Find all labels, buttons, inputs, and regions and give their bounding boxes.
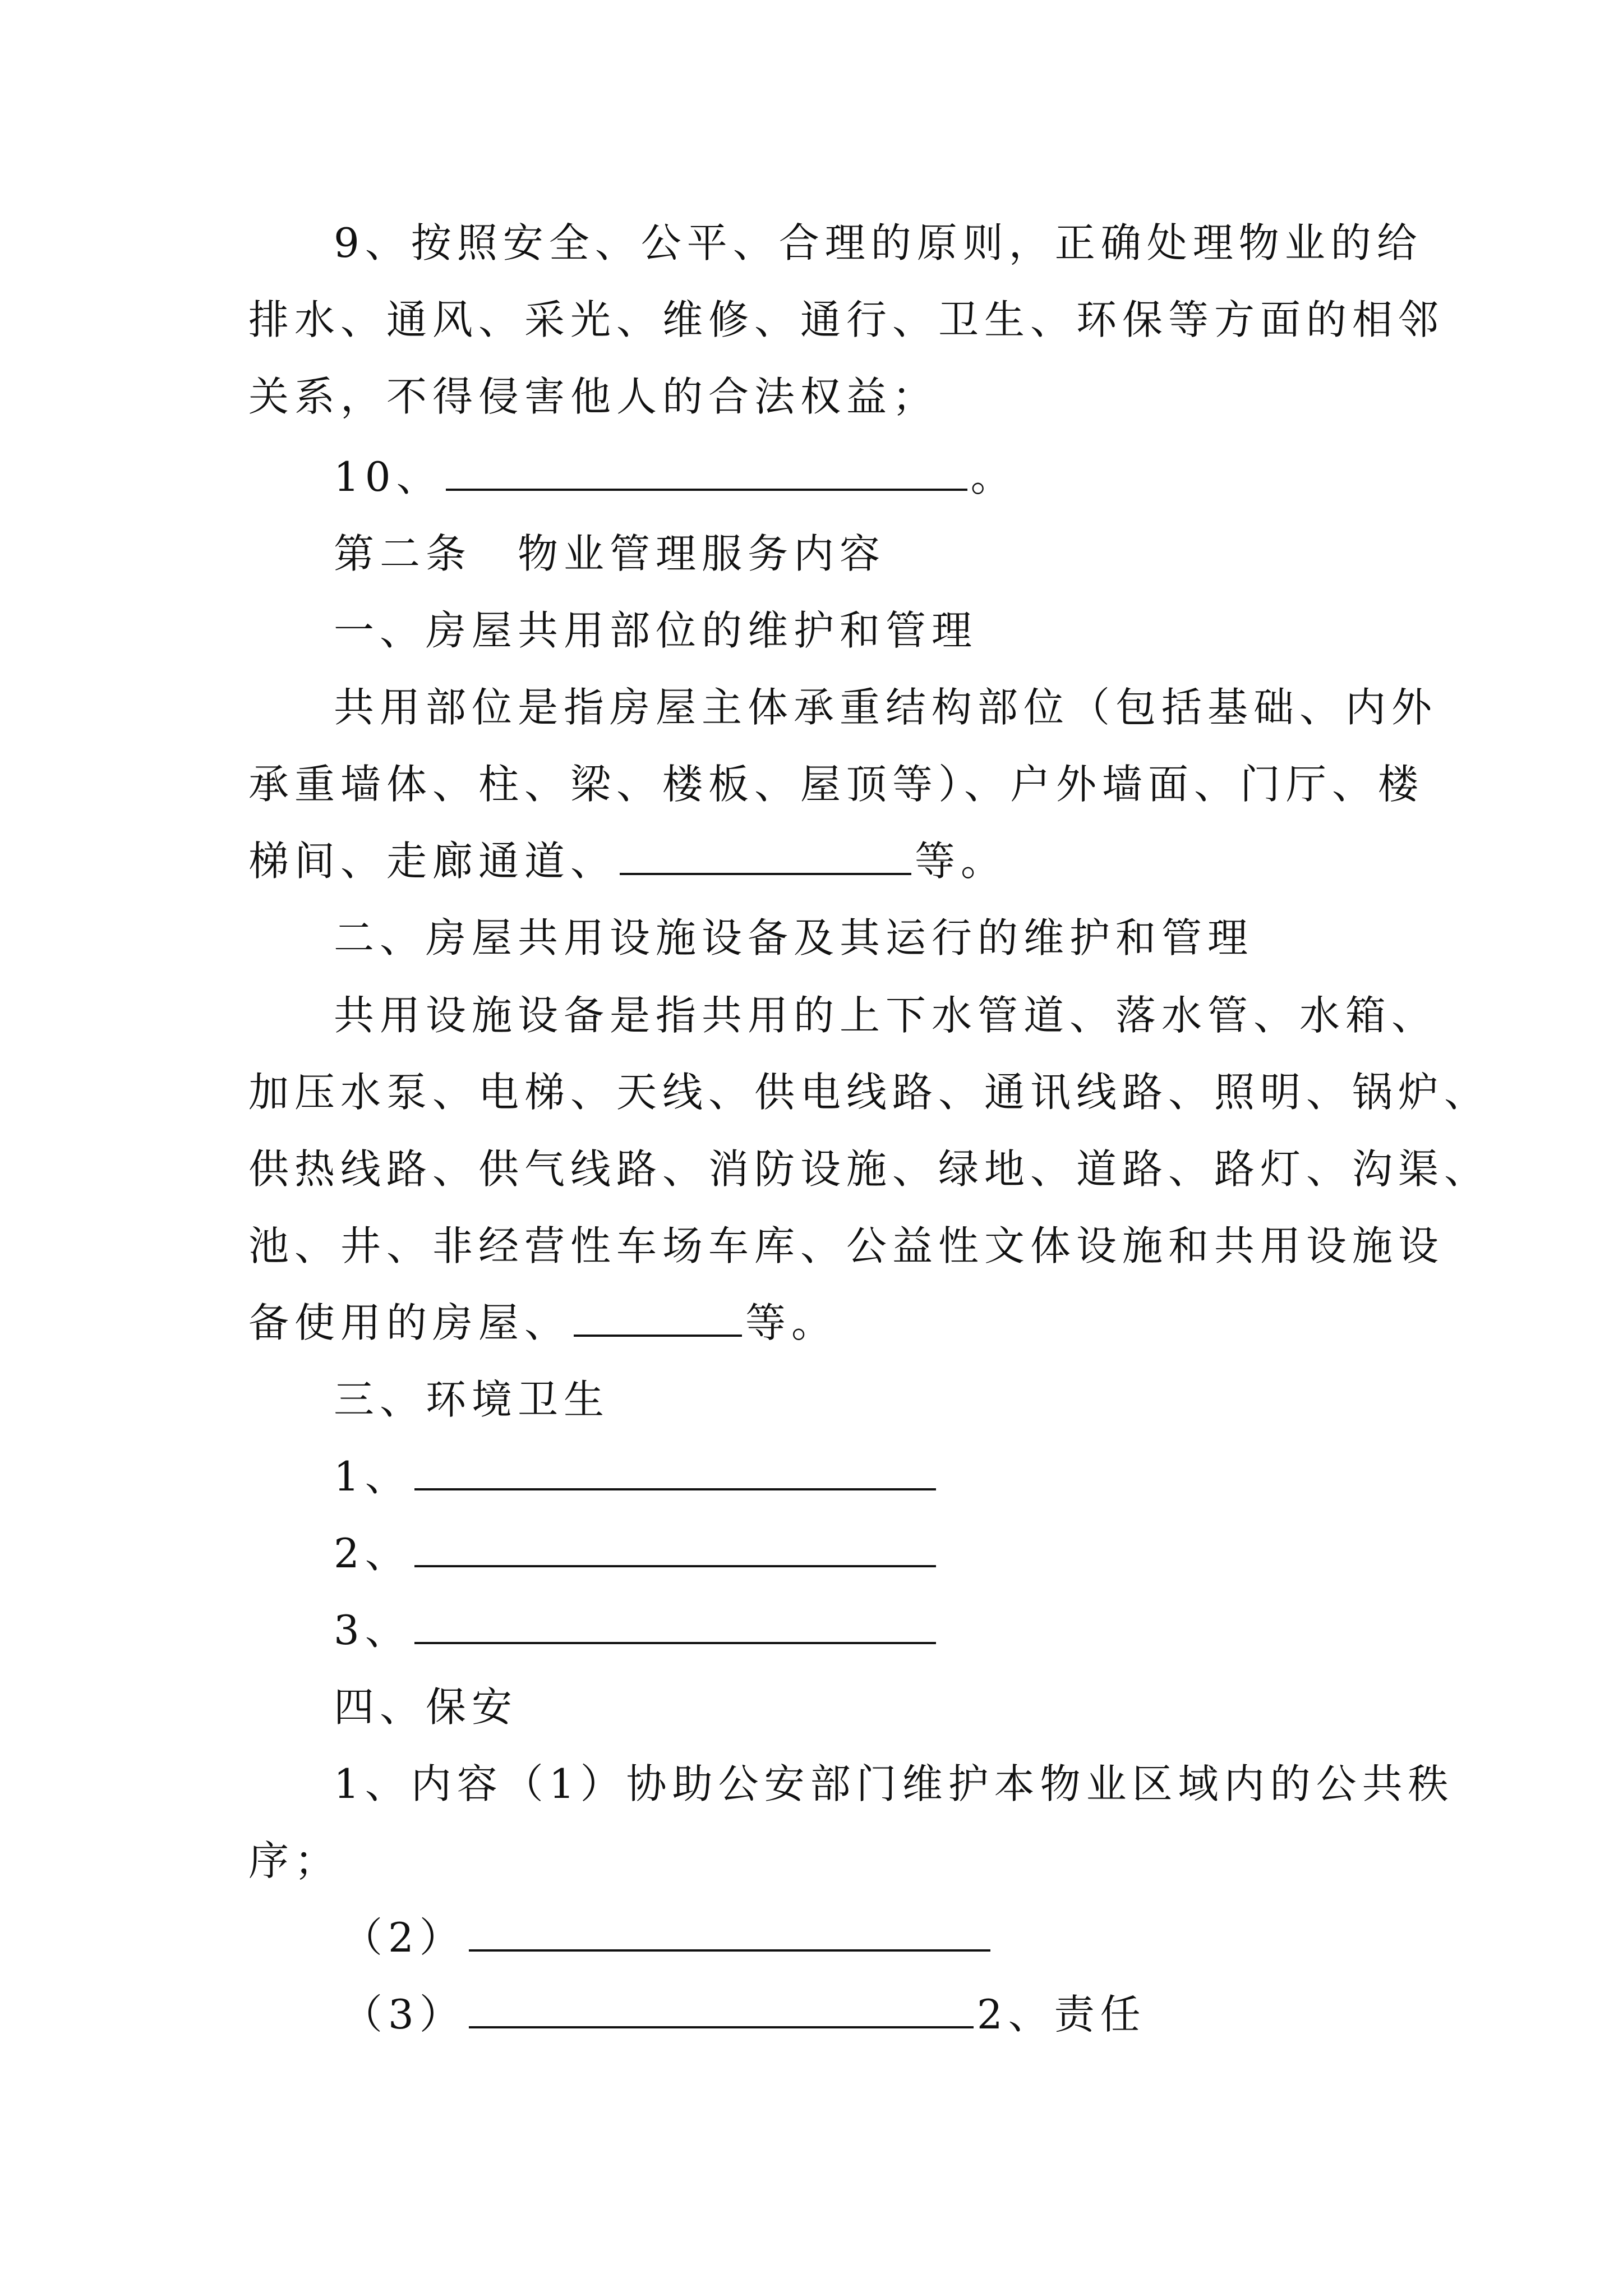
security-item-2-blank[interactable] (469, 1910, 990, 1952)
security-item-3-blank[interactable] (469, 1987, 974, 2028)
section-2-para-line-4: 池、井、非经营性车场车库、公益性文体设施和共用设施设 (248, 1222, 1445, 1269)
sanitation-item-3-number: 3、 (334, 1607, 411, 1654)
sanitation-item-1-number: 1、 (334, 1453, 411, 1500)
section-1-para-line-3 (248, 833, 1007, 889)
security-item-2-number: （2） (342, 1914, 465, 1961)
security-item-3-number: （3） (342, 1991, 465, 2038)
sanitation-item-1 (334, 1448, 939, 1504)
clause-10-line (334, 449, 1017, 505)
section-2-para-text: 备使用的房屋、 (248, 1299, 571, 1346)
section-1-para-line-2: 承重墙体、柱、梁、楼板、屋顶等）、户外墙面、门厅、楼 (248, 761, 1424, 808)
clause-9-line-2: 排水、通风、采光、维修、通行、卫生、环保等方面的相邻 (248, 296, 1445, 343)
responsibility-heading: 2、责任 (976, 1991, 1146, 2038)
common-facilities-blank[interactable] (574, 1295, 742, 1337)
clause-9-line-1: 9、按照安全、公平、合理的原则，正确处理物业的给 (334, 219, 1423, 266)
sanitation-item-2-number: 2、 (334, 1530, 411, 1577)
section-2-para-line-2: 加压水泵、电梯、天线、供电线路、通讯线路、照明、锅炉、 (248, 1069, 1491, 1116)
section-3-heading: 三、环境卫生 (334, 1376, 610, 1423)
section-1-para-text: 梯间、走廊通道、 (248, 838, 617, 885)
sanitation-item-3-blank[interactable] (414, 1603, 936, 1644)
clause-9-line-3: 关系，不得侵害他人的合法权益； (248, 373, 939, 420)
sanitation-item-1-blank[interactable] (414, 1449, 936, 1490)
section-1-para-end: 等。 (915, 838, 1007, 885)
sanitation-item-2-blank[interactable] (414, 1526, 936, 1567)
section-2-para-end: 等。 (745, 1299, 838, 1346)
clause-10-blank[interactable] (446, 449, 967, 491)
section-2-para-line-3: 供热线路、供气线路、消防设施、绿地、道路、路灯、沟渠、 (248, 1145, 1491, 1193)
security-item-2 (342, 1910, 994, 1966)
sanitation-item-3 (334, 1602, 939, 1658)
security-content-line-2: 序； (248, 1837, 341, 1884)
section-2-para-line-5 (248, 1295, 837, 1351)
article-2-heading: 第二条 物业管理服务内容 (334, 530, 886, 577)
section-1-para-line-1: 共用部位是指房屋主体承重结构部位（包括基础、内外 (334, 684, 1438, 731)
section-2-heading: 二、房屋共用设施设备及其运行的维护和管理 (334, 914, 1254, 961)
section-1-heading: 一、房屋共用部位的维护和管理 (334, 607, 978, 654)
security-item-3 (342, 1986, 1146, 2042)
clause-10-number: 10、 (334, 453, 442, 500)
security-content-line-1: 1、内容（1）协助公安部门维护本物业区域内的公共秩 (334, 1760, 1454, 1807)
common-parts-blank[interactable] (620, 834, 911, 875)
clause-10-end: 。 (970, 453, 1017, 500)
sanitation-item-2 (334, 1525, 939, 1581)
section-2-para-line-1: 共用设施设备是指共用的上下水管道、落水管、水箱、 (334, 992, 1438, 1039)
section-4-heading: 四、保安 (334, 1683, 518, 1731)
